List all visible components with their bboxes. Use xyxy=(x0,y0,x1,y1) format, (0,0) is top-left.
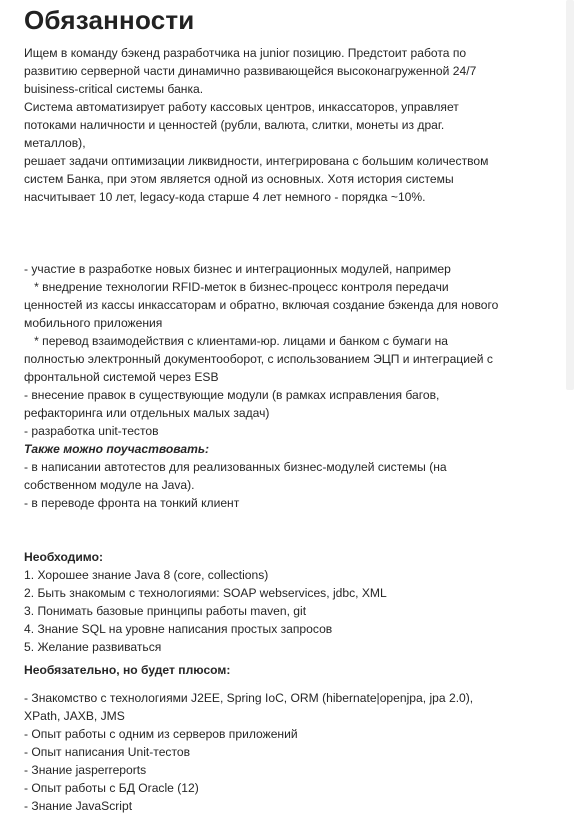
optional-item: - Опыт работы с БД Oracle (12) xyxy=(24,781,199,795)
scrollbar-thumb[interactable] xyxy=(566,0,574,390)
required-item: 2. Быть знакомым с технологиями: SOAP webservices, jdbc, XML xyxy=(24,586,387,600)
optional-item: - Знание jasperreports xyxy=(24,763,147,777)
optional-item: - Опыт написания Unit-тестов xyxy=(24,745,191,759)
required-heading: Необходимо: xyxy=(24,550,103,564)
intro-line: насчитывает 10 лет, legacy-кода старше 4 лет немного - порядка ~10%. xyxy=(24,190,426,204)
intro-paragraph xyxy=(24,44,564,206)
duty-line: рефакторинга или отдельных малых задач) xyxy=(24,406,270,420)
optional-item: - Знакомство с технологиями J2EE, Spring IoC, ORM (hibernate|openjpa, jpa 2.0), xyxy=(24,691,474,705)
optional-heading: Необязательно, но будет плюсом: xyxy=(24,663,231,677)
intro-line: развитию серверной части динамично развивающейся высоконагруженной 24/7 xyxy=(24,64,477,78)
duty-line: * внедрение технологии RFID-меток в бизнес-процесс контроля передачи xyxy=(24,280,449,294)
also-line: - в переводе фронта на тонкий клиент xyxy=(24,496,240,510)
duties-list xyxy=(24,260,564,440)
duty-line: * перевод взаимодействия с клиентами-юр. лицами и банком с бумаги на xyxy=(24,334,448,348)
also-heading: Также можно поучаствовать: xyxy=(24,442,210,456)
duty-line: - внесение правок в существующие модули (в рамках исправления багов, xyxy=(24,388,440,402)
intro-line: Система автоматизирует работу кассовых центров, инкассаторов, управляет xyxy=(24,100,459,114)
optional-item: - Знание JavaScript xyxy=(24,799,133,813)
duty-line: - разработка unit-тестов xyxy=(24,424,159,438)
required-item: 5. Желание развиваться xyxy=(24,640,162,654)
scrollbar-track[interactable] xyxy=(564,0,574,828)
duty-line: - участие в разработке новых бизнес и интеграционных модулей, например xyxy=(24,262,451,276)
also-line: - в написании автотестов для реализованных бизнес-модулей системы (на xyxy=(24,460,447,474)
also-line: собственном модуле на Java). xyxy=(24,478,195,492)
duty-line: фронтальной системой через ESB xyxy=(24,370,219,384)
optional-item: - Опыт работы с одним из серверов приложений xyxy=(24,727,298,741)
required-item: 3. Понимать базовые принципы работы maven, git xyxy=(24,604,307,618)
page-title: Обязанности xyxy=(24,5,195,35)
intro-line: buisiness-critical системы банка. xyxy=(24,82,204,96)
required-item: 1. Хорошее знание Java 8 (core, collections) xyxy=(24,568,269,582)
also-list xyxy=(24,458,564,512)
description-body xyxy=(24,44,564,815)
required-item: 4. Знание SQL на уровне написания простых запросов xyxy=(24,622,333,636)
duty-line: полностью электронный документооборот, с использованием ЭЦП и интеграцией с xyxy=(24,352,493,366)
optional-item: XPath, JAXB, JMS xyxy=(24,709,125,723)
intro-line: потоками наличности и ценностей (рубли, валюта, слитки, монеты из драг. xyxy=(24,118,445,132)
intro-line: систем Банка, при этом является одной из основных. Хотя история системы xyxy=(24,172,454,186)
intro-line: Ищем в команду бэкенд разработчика на junior позицию. Предстоит работа по xyxy=(24,46,467,60)
intro-line: решает задачи оптимизации ликвидности, интегрирована с большим количеством xyxy=(24,154,489,168)
optional-list xyxy=(24,689,564,815)
duty-line: ценностей из кассы инкассаторам и обратно, включая создание бэкенда для нового xyxy=(24,298,499,312)
intro-line: металлов), xyxy=(24,136,86,150)
required-list xyxy=(24,566,564,656)
duty-line: мобильного приложения xyxy=(24,316,163,330)
